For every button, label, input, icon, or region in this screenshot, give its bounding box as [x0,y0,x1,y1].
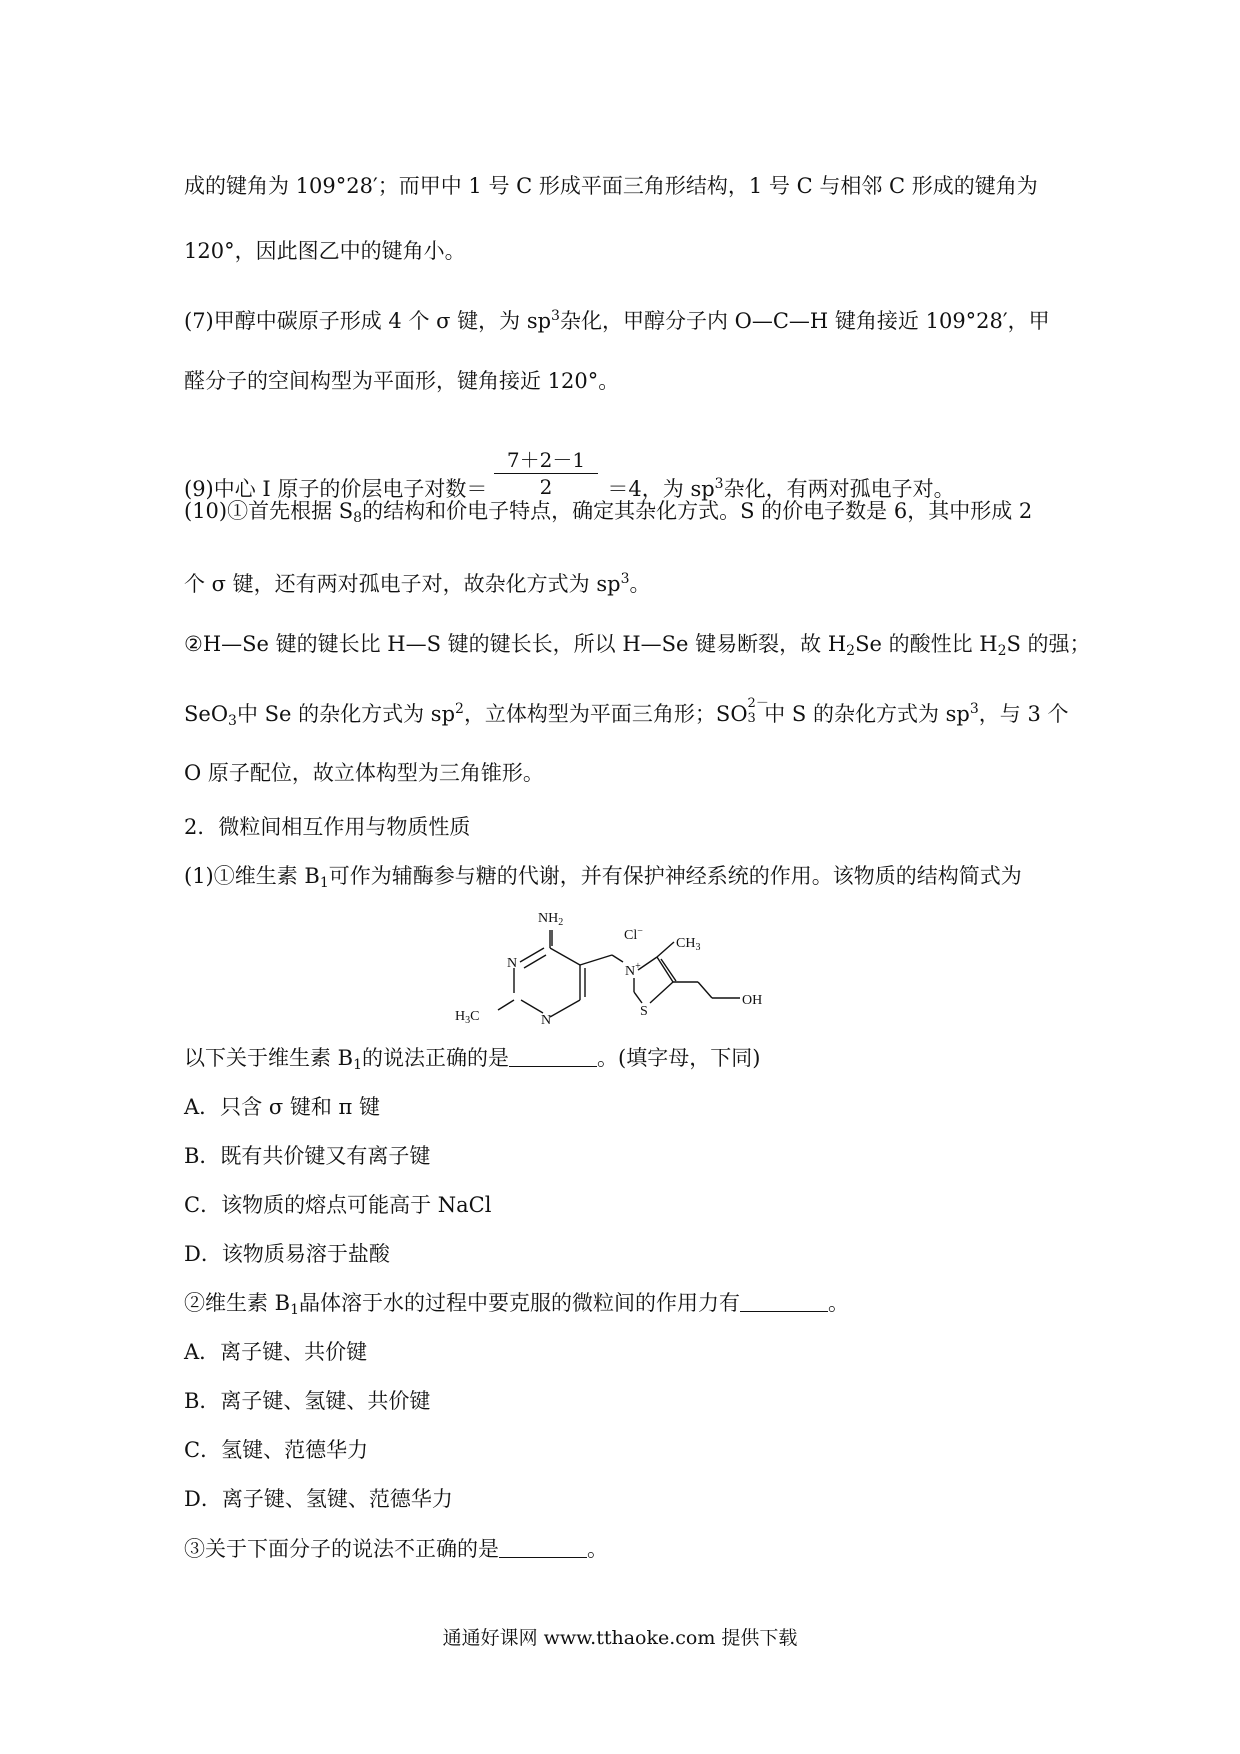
option-b: B．离子键、氢键、共价键 [184,1389,431,1413]
svg-text:N+: N+ [625,961,641,979]
svg-text:CH3: $CH_3$ [676,936,701,953]
answer-blank [740,1291,828,1312]
text-line: (10)①首先根据 $S_8$的结构和价电子特点，确定其杂化方式。S 的价电子数是 6，其中形成 2 [184,499,1033,526]
page-footer: 通通好课网 www.tthaoke.com 提供下载 [442,1627,798,1649]
option-a: A．离子键、共价键 [184,1340,368,1364]
section-heading: 2．微粒间相互作用与物质性质 [184,815,471,839]
option-d: D．该物质易溶于盐酸 [184,1242,390,1266]
fraction [490,447,602,500]
question-line: ③关于下面分子的说法不正确的是 。 [184,1537,608,1561]
text-line: (1)①维生素 $B_1$可作为辅酶参与糖的代谢，并有保护神经系统的作用。该物质的结构简式为 [184,864,1022,891]
text-line: O 原子配位，故立体构型为三角锥形。 [184,761,544,785]
svg-text:S: S [640,1004,648,1019]
option-b: B．既有共价键又有离子键 [184,1144,431,1168]
svg-text:N: N [507,956,518,971]
question-line: ②维生素 $B_1$晶体溶于水的过程中要克服的微粒间的作用力有 。 [184,1291,850,1318]
answer-blank [509,1046,597,1067]
svg-text:OH: OH [742,993,763,1008]
option-c: C．氢键、范德华力 [184,1438,369,1462]
svg-text:NH2: $NH_2$ [538,911,564,928]
text-line: 个 σ 键，还有两对孤电子对，故杂化方式为 $sp^3$。 [184,571,651,596]
svg-text:Cl−: Cl− [624,926,643,943]
vitamin-b1-structure [440,900,800,1050]
fraction-denominator: 2 [539,475,553,499]
text-line: (9)中心 I 原子的价层电子对数＝ ＝4，为 $sp^3$杂化，有两对孤电子对。 [184,476,955,501]
text-line: (7)甲醇中碳原子形成 4 个 σ 键，为 $sp^3$杂化，甲醇分子内 O—C—H 键角接近 109°28′，甲 [184,308,1050,333]
text-line: ②H—Se 键的键长比 H—S 键的键长长，所以 H—Se 键易断裂，故 $H_2Se$ 的酸性比 $H_2S$ 的强； [184,632,1091,659]
text-line: 醛分子的空间构型为平面形，键角接近 120°。 [184,369,620,393]
svg-text:H3C: $H_3C$ [455,1009,480,1026]
text-line: SeO$_3$中 Se 的杂化方式为 $sp^2$，立体构型为平面三角形；SO 2－ 3 中 S 的杂化方式为 $sp^3$，与 3 个 [184,696,1069,729]
svg-text:N: N [541,1013,552,1028]
text-line: 成的键角为 109°28′；而甲中 1 号 C 形成平面三角形结构，1 号 C 与相邻 C 形成的键角为 [184,174,1038,198]
option-d: D．离子键、氢键、范德华力 [184,1487,453,1511]
question-line: 以下关于维生素 $B_1$的说法正确的是 。(填字母，下同) [184,1046,761,1073]
fraction-numerator: 7＋2－1 [506,448,586,472]
text-line: 120°，因此图乙中的键角小。 [184,239,466,263]
answer-blank [499,1537,587,1558]
option-a: A．只含 σ 键和 π 键 [184,1095,381,1119]
option-c: C．该物质的熔点可能高于 NaCl [184,1193,492,1217]
